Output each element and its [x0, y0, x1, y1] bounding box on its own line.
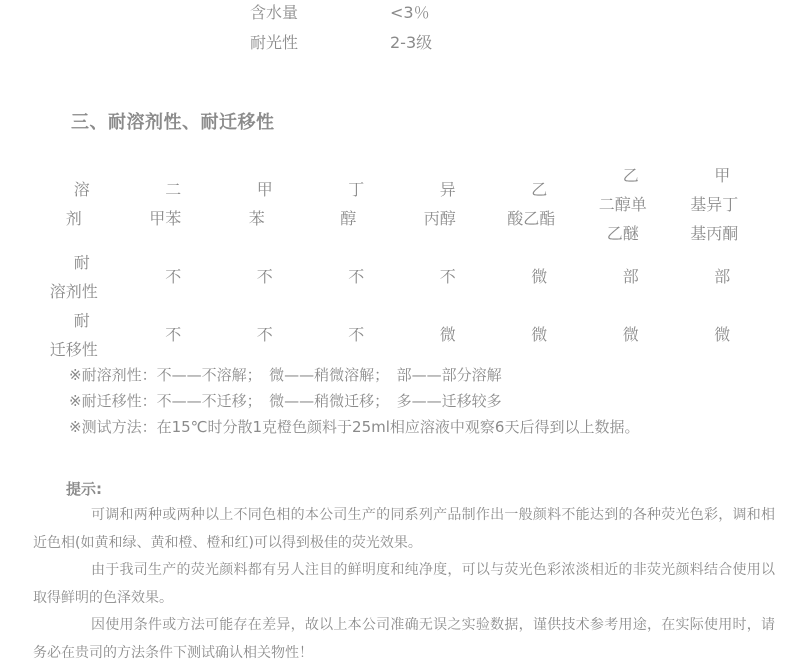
header-line: 丁	[348, 180, 365, 199]
footnote-migration-resistance-legend: ※耐迁移性：不——不迁移； 微——稍微迁移； 多——迁移较多	[69, 392, 502, 410]
header-cell-xylene	[120, 152, 212, 248]
footnote-solvent-resistance-legend: ※耐溶剂性：不——不溶解； 微——稍微溶解； 部——部分溶解	[69, 366, 502, 384]
migration-resistance-value-isopropanol: 微	[439, 325, 456, 344]
tips-paragraph-color-mixing: 可调和两种或两种以上不同色相的本公司生产的同系列产品制作出一般颜料不能达到的各种荧光色彩，调和相近色相(如黄和绿、黄和橙、橙和红)可以得到极佳的荧光效果。	[33, 507, 775, 551]
header-line: 基丙酮	[690, 223, 739, 243]
header-line: 剂	[65, 209, 82, 228]
header-line: 异	[439, 180, 456, 199]
header-line: 丙醇	[423, 209, 456, 228]
header-line: 甲	[714, 165, 731, 185]
property-value-water-content: <3％	[390, 3, 430, 22]
migration-resistance-value-methyl-isobutyl-ketone: 微	[714, 325, 731, 344]
migration-resistance-value-ethylene-glycol-monoethyl-ether: 微	[622, 325, 639, 344]
header-line: 甲苯	[149, 209, 182, 228]
migration-resistance-value-ethyl-acetate: 微	[531, 325, 548, 344]
header-line: 乙	[622, 165, 639, 185]
row-label-line: 迁移性	[49, 340, 98, 359]
solvent-resistance-value-methyl-isobutyl-ketone: 部	[714, 267, 731, 286]
tips-heading: 提示:	[66, 480, 102, 498]
row-label-line: 溶剂性	[49, 282, 98, 301]
header-line: 乙	[531, 180, 548, 199]
solvent-resistance-table	[28, 152, 760, 364]
solvent-resistance-value-butanol: 不	[348, 267, 365, 286]
header-line: 甲	[256, 180, 273, 199]
header-line: 基异丁	[690, 194, 739, 214]
header-cell-toluene	[211, 152, 303, 248]
header-cell-butanol	[303, 152, 395, 248]
migration-resistance-value-xylene: 不	[165, 325, 182, 344]
row-label-migration-resistance	[28, 306, 120, 364]
property-label-light-fastness: 耐光性	[250, 33, 299, 52]
header-line: 二	[165, 180, 182, 199]
solvent-resistance-value-isopropanol: 不	[439, 267, 456, 286]
row-label-solvent-resistance	[28, 248, 120, 306]
header-cell-solvent	[28, 152, 120, 248]
section-heading-solvent-migration-resistance: 三、耐溶剂性、耐迁移性	[71, 112, 275, 133]
solvent-resistance-value-ethylene-glycol-monoethyl-ether: 部	[622, 267, 639, 286]
header-line: 醇	[340, 209, 357, 228]
header-line: 二醇单	[598, 194, 647, 214]
solvent-resistance-value-xylene: 不	[165, 267, 182, 286]
header-cell-ethylene-glycol-monoethyl-ether	[577, 152, 669, 248]
header-cell-isopropanol	[394, 152, 486, 248]
tips-paragraph-disclaimer: 因使用条件或方法可能存在差异，故以上本公司准确无误之实验数据，谨供技术参考用途，在实际使用时，请务必在贵司的方法条件下测试确认相关物性！	[33, 617, 775, 661]
footnote-test-method: ※测试方法：在15℃时分散1克橙色颜料于25ml相应溶液中观察6天后得到以上数据。	[69, 418, 640, 436]
row-label-line: 耐	[73, 311, 90, 330]
header-line: 酸乙酯	[507, 209, 556, 228]
header-line: 苯	[248, 209, 265, 228]
tips-paragraph-brightness: 由于我司生产的荧光颜料都有另人注目的鲜明度和纯净度，可以与荧光色彩浓淡相近的非荧光颜料结合使用以取得鲜明的色泽效果。	[33, 562, 775, 606]
header-line: 溶	[73, 180, 90, 199]
header-cell-methyl-isobutyl-ketone	[669, 152, 761, 248]
migration-resistance-value-toluene: 不	[256, 325, 273, 344]
solvent-resistance-value-ethyl-acetate: 微	[531, 267, 548, 286]
tips-body	[33, 502, 775, 667]
property-label-water-content: 含水量	[250, 3, 299, 22]
solvent-resistance-value-toluene: 不	[256, 267, 273, 286]
property-value-light-fastness: 2-3级	[390, 33, 433, 52]
migration-resistance-value-butanol: 不	[348, 325, 365, 344]
row-label-line: 耐	[73, 253, 90, 272]
header-line: 乙醚	[606, 223, 639, 243]
header-cell-ethyl-acetate	[486, 152, 578, 248]
table-footnotes	[69, 362, 639, 440]
